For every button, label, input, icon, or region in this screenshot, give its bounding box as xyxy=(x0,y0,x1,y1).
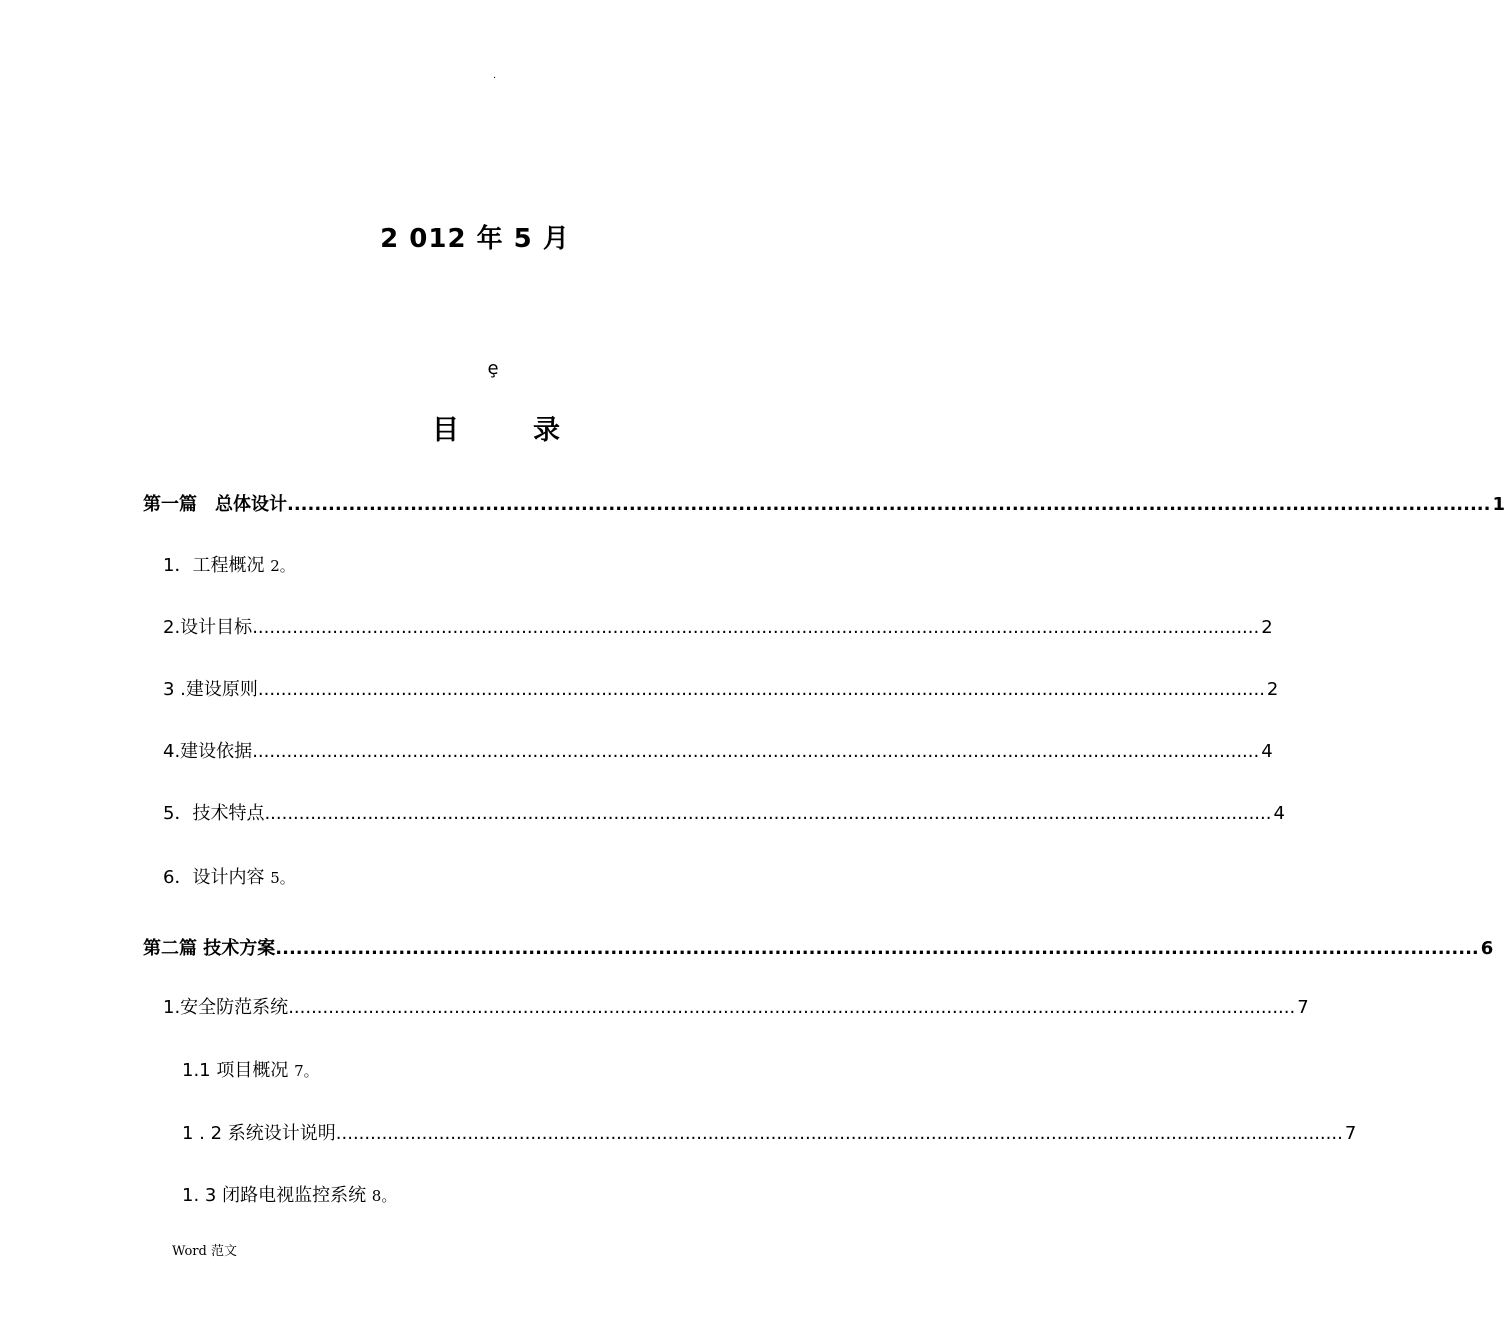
toc-entry-1-1[interactable] xyxy=(163,551,295,577)
toc-entry-label: 1. 3 闭路电视监控系统 xyxy=(182,1185,372,1206)
toc-title xyxy=(432,408,560,447)
toc-entry-label: 1．工程概况 xyxy=(163,555,271,576)
toc-entry-page: 2。 xyxy=(270,557,295,575)
toc-entry-page: 4 xyxy=(1261,741,1273,762)
toc-entry-label: 5．技术特点 xyxy=(163,803,265,824)
toc-entry-page: 1 xyxy=(1492,494,1505,515)
toc-entry-label: 2.设计目标 xyxy=(163,617,253,638)
header-dot: . xyxy=(493,70,497,81)
toc-entry-2-1[interactable] xyxy=(163,993,1309,1019)
toc-entry-page: 4 xyxy=(1273,803,1285,824)
toc-entry-label: 第一篇 总体设计 xyxy=(143,494,287,515)
toc-entry-page: 7 xyxy=(1344,1123,1357,1144)
toc-entry-2-1-2[interactable] xyxy=(182,1119,1357,1145)
toc-leader: ................................................................................................................................................................................ xyxy=(275,938,1479,959)
toc-title-left: 目 xyxy=(432,415,459,446)
toc-leader: ................................................................................................................................................................................ xyxy=(264,803,1272,824)
toc-entry-page: 5。 xyxy=(270,869,295,887)
toc-entry-2-1-3[interactable] xyxy=(182,1181,396,1207)
toc-entry-1-5[interactable] xyxy=(163,799,1285,825)
toc-leader: ................................................................................................................................................................................ xyxy=(288,997,1296,1018)
toc-entry-label: 4.建设依据 xyxy=(163,741,253,762)
toc-leader: ................................................................................................................................................................................ xyxy=(335,1123,1343,1144)
toc-entry-page: 7。 xyxy=(294,1062,319,1080)
toc-entry-page: 8。 xyxy=(371,1187,397,1205)
toc-entry-label: 3 .建设原则 xyxy=(163,679,258,700)
toc-entry-1-4[interactable] xyxy=(163,737,1273,763)
toc-entry-label: 第二篇 技术方案 xyxy=(143,938,276,959)
toc-entry-1-6[interactable] xyxy=(163,863,295,889)
toc-entry-page: 2 xyxy=(1266,679,1279,700)
toc-entry-page: 6 xyxy=(1480,938,1494,959)
toc-entry-page: 2 xyxy=(1261,617,1273,638)
section-mark: ȩ xyxy=(487,358,499,379)
toc-entry-label: 6．设计内容 xyxy=(163,867,271,888)
toc-entry-label: 1 . 2 系统设计说明 xyxy=(182,1123,336,1144)
toc-leader: ................................................................................................................................................................................ xyxy=(252,617,1260,638)
toc-entry-1-3[interactable] xyxy=(163,675,1279,701)
toc-leader: ................................................................................................................................................................................ xyxy=(287,494,1491,515)
toc-entry-label: 1.安全防范系统 xyxy=(163,997,289,1018)
toc-title-right: 录 xyxy=(533,415,560,446)
footer-text: Word 范文 xyxy=(172,1244,237,1259)
toc-entry-part-2[interactable] xyxy=(143,934,1494,960)
toc-entry-2-1-1[interactable] xyxy=(182,1056,319,1082)
toc-entry-1-2[interactable] xyxy=(163,613,1273,639)
toc-entry-page: 7 xyxy=(1297,997,1309,1018)
cover-date: 2 012 年 5 月 xyxy=(380,224,570,254)
toc-entry-part-1[interactable] xyxy=(143,490,1505,516)
toc-leader: ................................................................................................................................................................................ xyxy=(252,741,1260,762)
toc-entry-label: 1.1 项目概况 xyxy=(182,1060,295,1081)
toc-leader: ................................................................................................................................................................................ xyxy=(257,679,1265,700)
